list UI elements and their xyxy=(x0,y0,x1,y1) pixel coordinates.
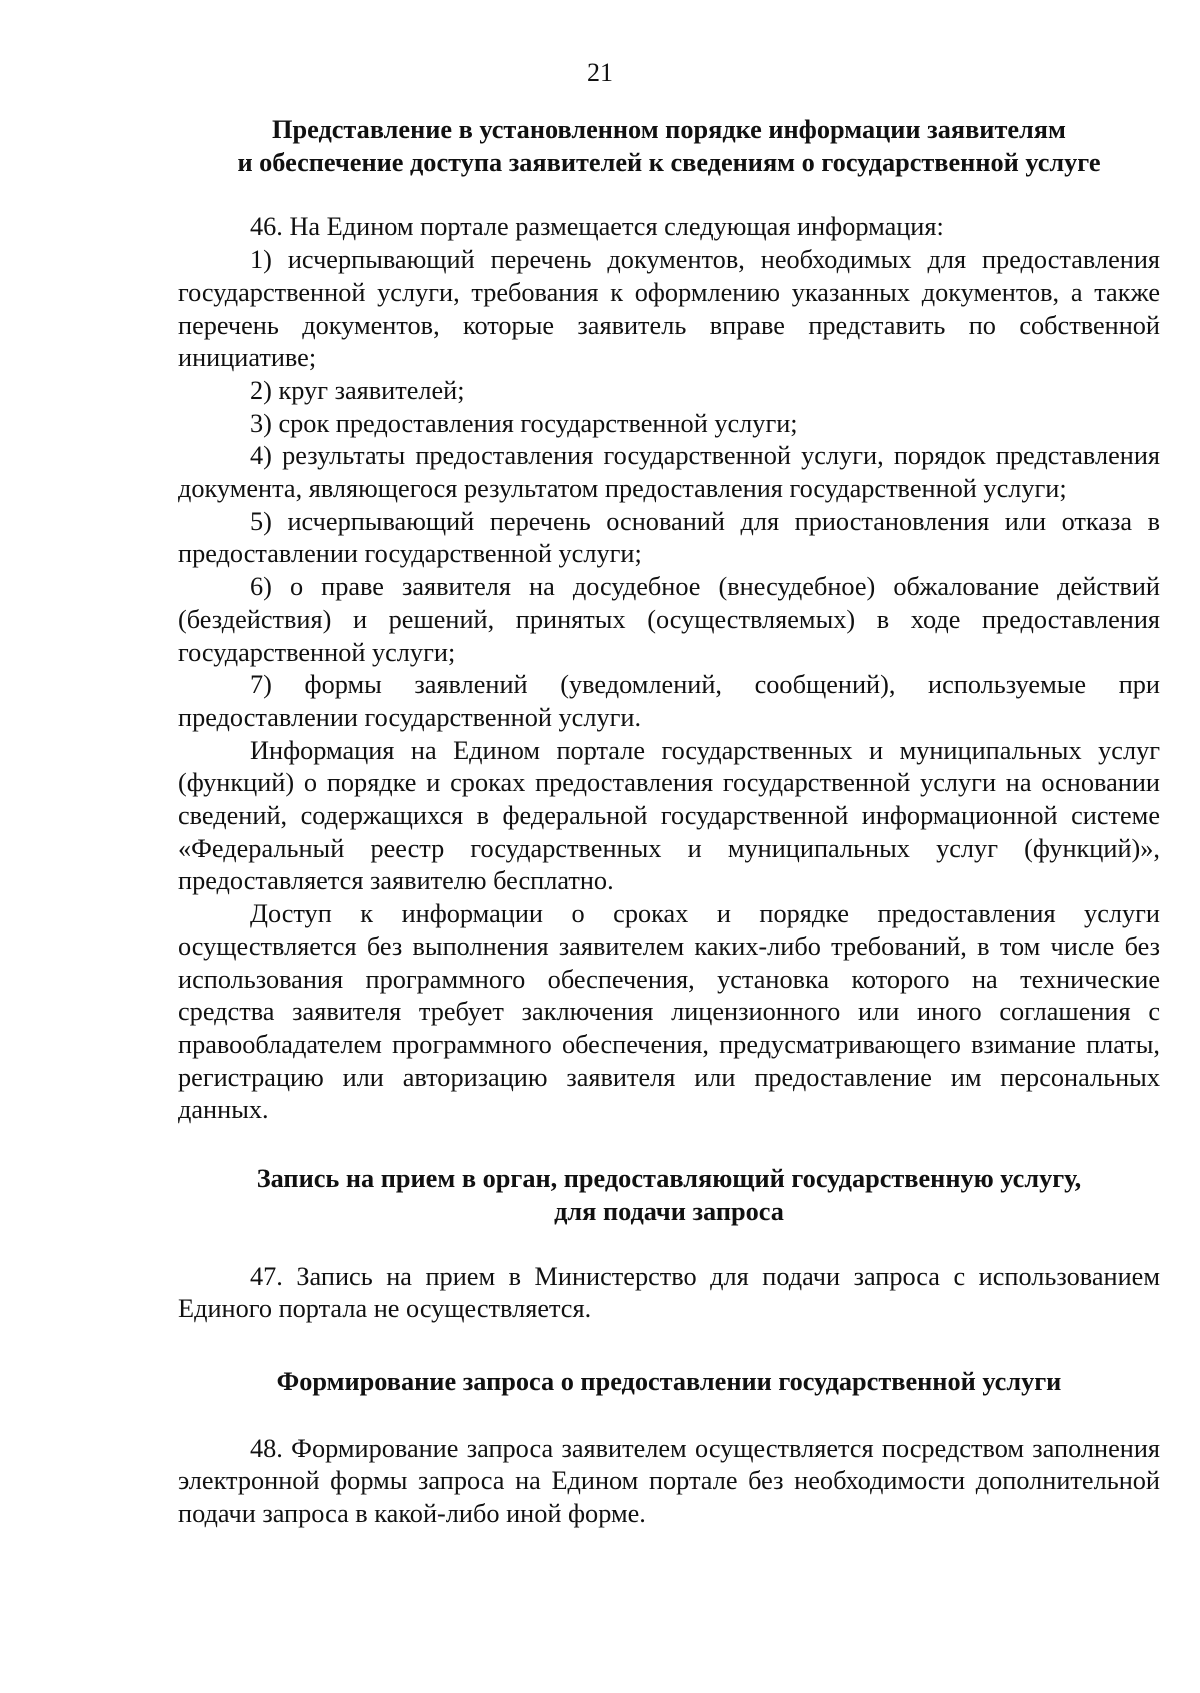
heading-line: Представление в установленном порядке информации заявителям xyxy=(272,115,1066,144)
section-heading-info xyxy=(178,114,1160,179)
list-item-4: 4) результаты предоставления государственной услуги, порядок представления документа, являющегося результатом предоставления государственной услуги; xyxy=(178,441,1160,504)
paragraph-48: 48. Формирование запроса заявителем осуществляется посредством заполнения электронной формы запроса на Едином портале без необходимости дополнительной подачи запроса в какой-либо иной форме. xyxy=(178,1433,1160,1529)
section-heading-request xyxy=(178,1366,1160,1399)
list-item-1: 1) исчерпывающий перечень документов, необходимых для предоставления государственной услуги, требования к оформлению указанных документов, а также перечень документов, которые заявитель вправе представить по собственной инициативе; xyxy=(178,245,1160,373)
paragraph-access: Доступ к информации о сроках и порядке предоставления услуги осуществляется без выполнения заявителем каких-либо требований, в том числе без использования программного обеспечения, установка которого на технические средства заявителя требует заключения лицензионного или иного соглашения с правообладателем программного обеспечения, предусматривающего взимание платы, регистрацию или авторизацию заявителя или предоставление им персональных данных. xyxy=(178,899,1160,1125)
document-body xyxy=(178,114,1160,1531)
list-item-7: 7) формы заявлений (уведомлений, сообщений), используемые при предоставлении государственной услуги. xyxy=(178,670,1160,732)
list-item-6: 6) о праве заявителя на досудебное (внесудебное) обжалование действий (бездействия) и решений, принятых (осуществляемых) в ходе предоставления государственной услуги; xyxy=(178,572,1160,667)
paragraph-46: 46. На Едином портале размещается следующая информация: xyxy=(250,212,944,242)
heading-line: и обеспечение доступа заявителей к сведениям о государственной услуге xyxy=(237,147,1101,177)
list-item-3: 3) срок предоставления государственной услуги; xyxy=(250,408,798,438)
heading-line: Запись на прием в орган, предоставляющий государственную услугу, xyxy=(256,1164,1082,1194)
paragraph-47: 47. Запись на прием в Министерство для подачи запроса с использованием Единого портала не осуществляется. xyxy=(178,1261,1160,1324)
heading-line: Формирование запроса о предоставлении государственной услуги xyxy=(276,1366,1062,1396)
list-item-2: 2) круг заявителей; xyxy=(250,375,465,405)
list-item-5: 5) исчерпывающий перечень оснований для приостановления или отказа в предоставлении государственной услуги; xyxy=(178,506,1160,569)
section-heading-appointment xyxy=(178,1163,1160,1228)
heading-line: для подачи запроса xyxy=(554,1196,784,1226)
page-number: 21 xyxy=(587,58,613,87)
paragraph-info-free: Информация на Едином портале государственных и муниципальных услуг (функций) о порядке и сроках предоставления государственной услуги на основании сведений, содержащихся в федеральной государственной информационной системе «Федеральный реестр государственных и муниципальных услуг (функций)», предоставляется заявителю бесплатно. xyxy=(178,735,1160,896)
